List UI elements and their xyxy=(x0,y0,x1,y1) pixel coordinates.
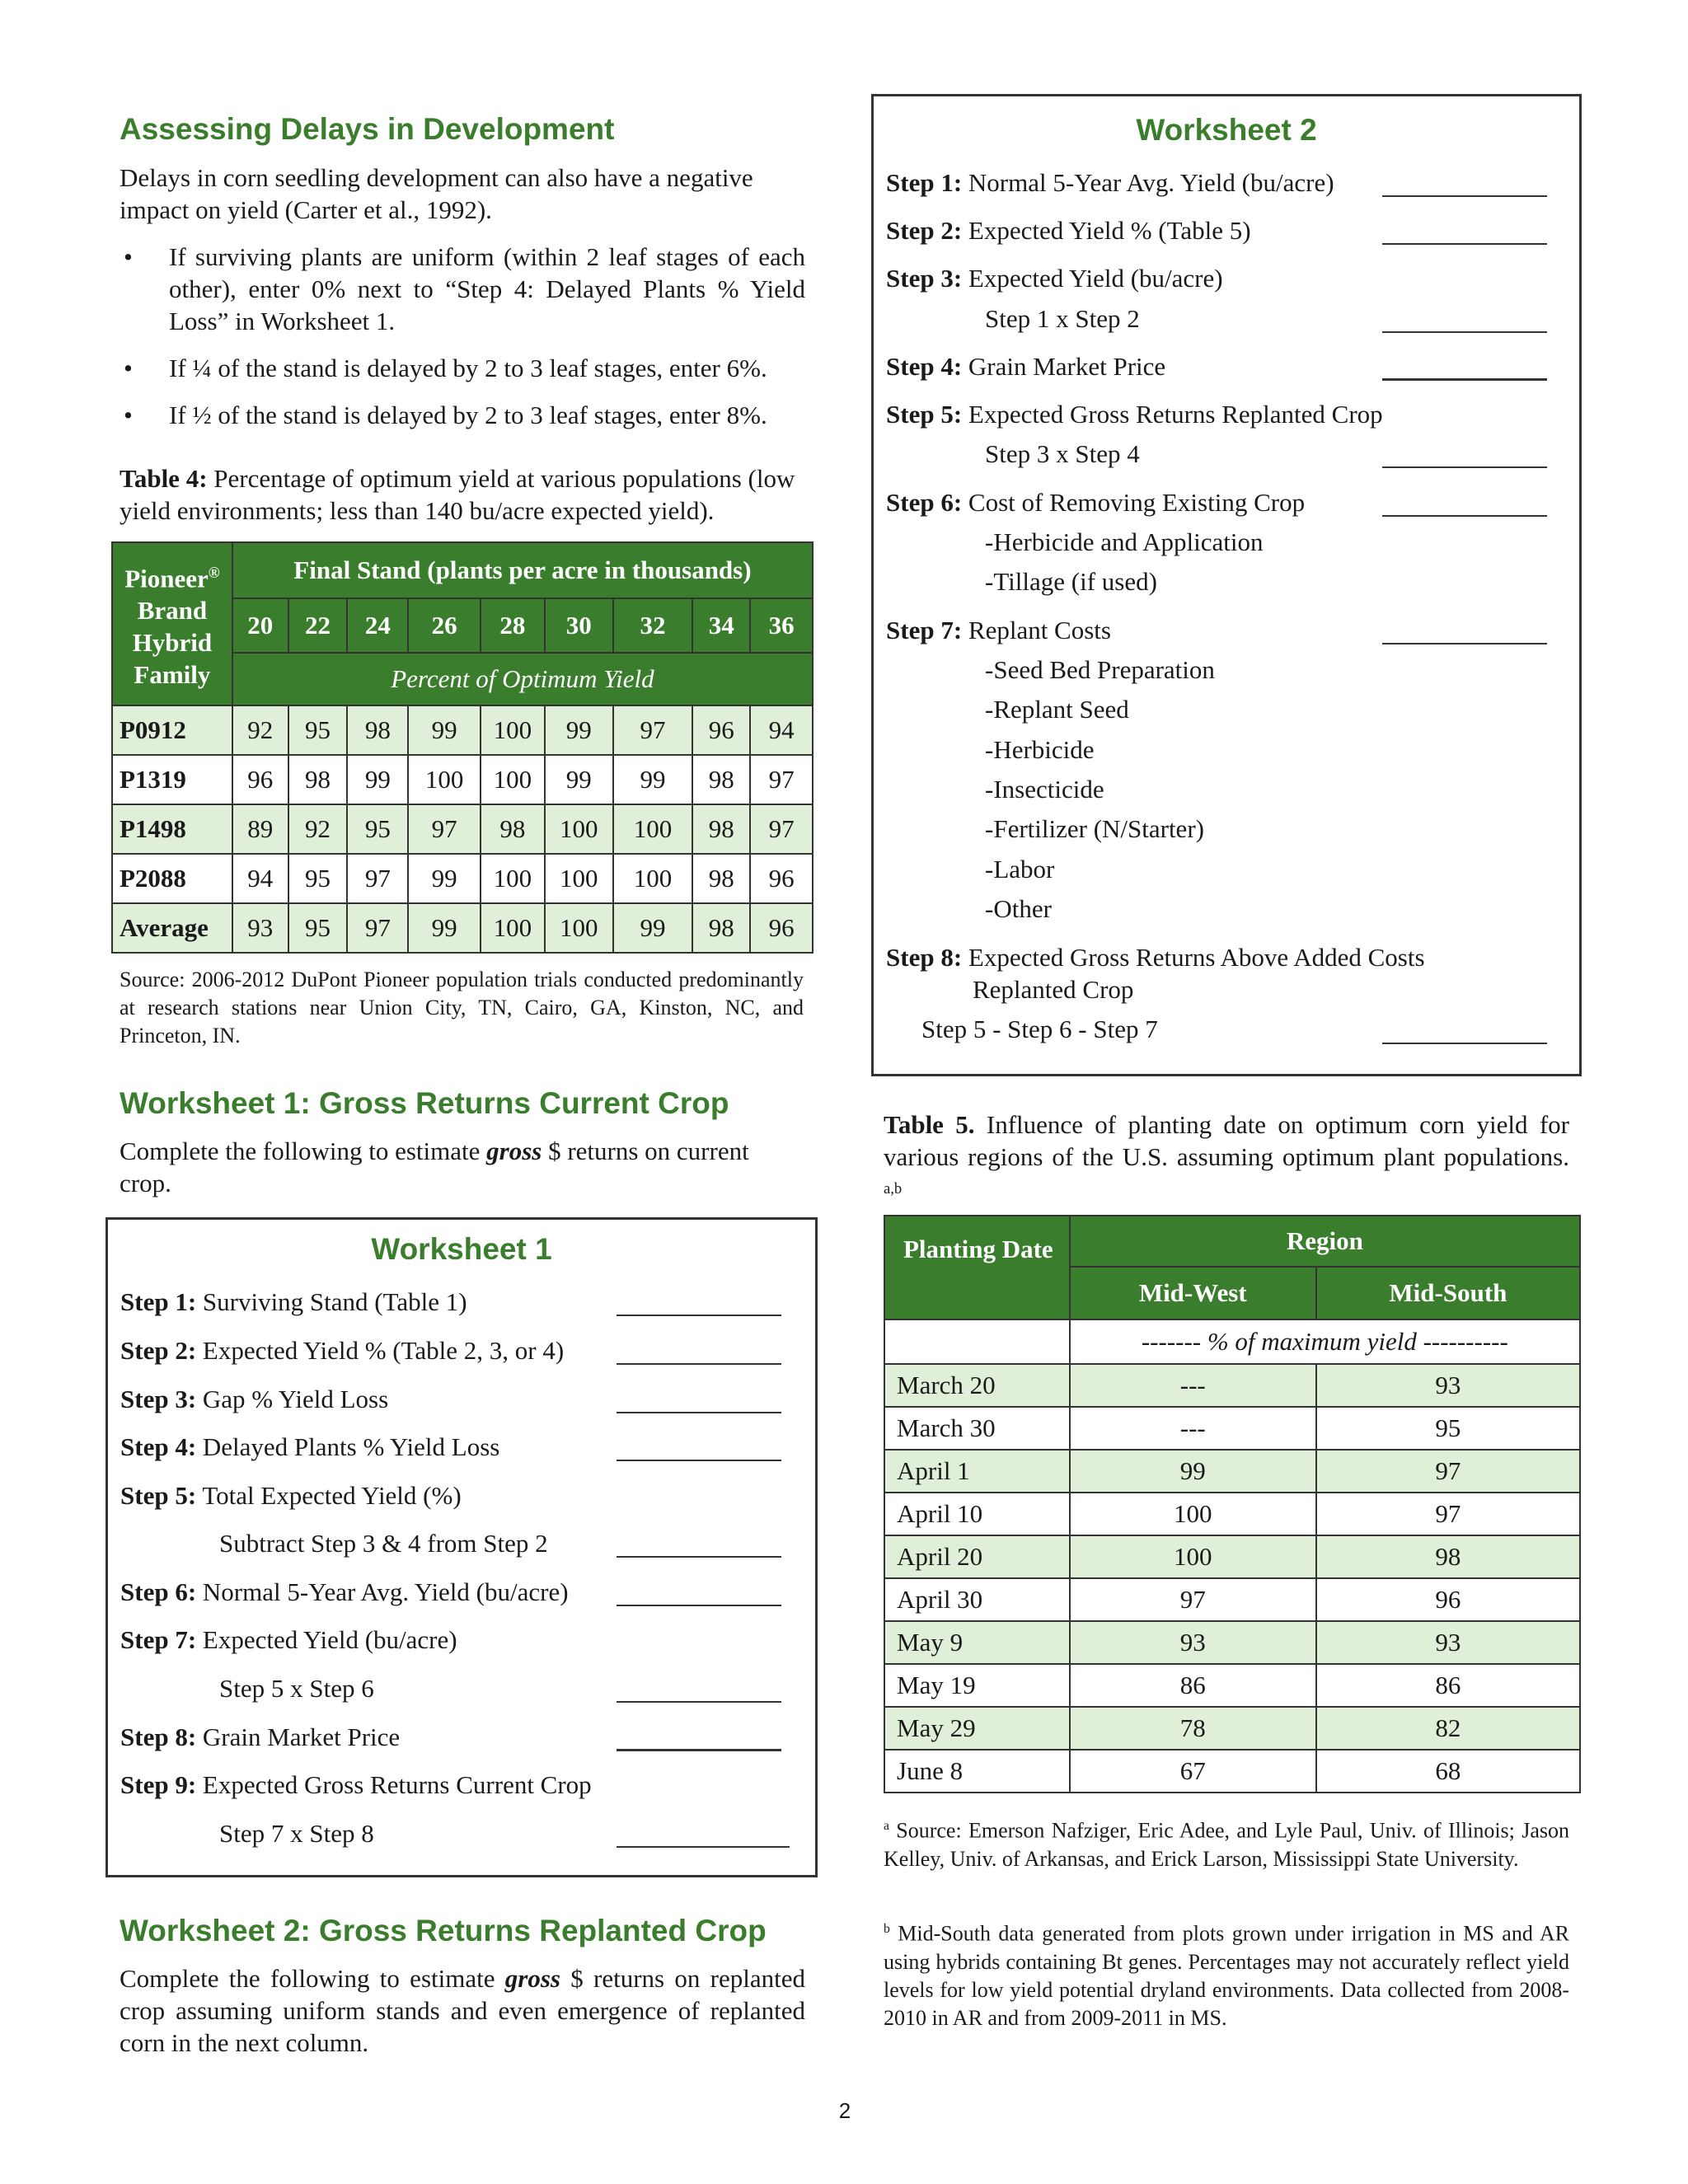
table4-cell: 93 xyxy=(232,903,288,953)
registered-mark: ® xyxy=(208,564,220,582)
table5-midsouth-value: 96 xyxy=(1316,1578,1580,1621)
table5-caption xyxy=(884,1108,1569,1210)
table4-cell: 95 xyxy=(288,903,348,953)
table4-cell: 96 xyxy=(750,854,813,903)
table4-hybrid-name: P2088 xyxy=(112,854,232,903)
table4-cell: 99 xyxy=(545,705,613,755)
ws1-step8-blank[interactable] xyxy=(617,1749,781,1751)
ws2-step7-item: -Seed Bed Preparation xyxy=(985,655,1215,684)
table4-cell: 99 xyxy=(545,755,613,804)
table4-cell: 100 xyxy=(545,804,613,854)
ws1-intro xyxy=(120,1135,805,1199)
table4-stand-header: Final Stand (plants per acre in thousands) xyxy=(232,542,813,598)
ws2-step7-item: -Replant Seed xyxy=(985,695,1129,724)
ws1-step3: Step 3: Gap % Yield Loss xyxy=(120,1385,389,1413)
table4-cell: 89 xyxy=(232,804,288,854)
ws1-step3-blank[interactable] xyxy=(617,1412,781,1413)
table4-cell: 97 xyxy=(613,705,693,755)
ws2-step6: Step 6: Cost of Removing Existing Crop xyxy=(886,488,1306,517)
ws2-step5: Step 5: Expected Gross Returns Replanted Crop xyxy=(886,400,1383,429)
table5-date: May 9 xyxy=(884,1621,1070,1664)
table4-body xyxy=(112,705,813,953)
ws1-step1: Step 1: Surviving Stand (Table 1) xyxy=(120,1287,467,1316)
ws2-step6-item: -Herbicide and Application xyxy=(985,527,1264,556)
table4-cell: 98 xyxy=(481,804,545,854)
table4-cell: 100 xyxy=(613,854,693,903)
table5-midsouth-value: 97 xyxy=(1316,1450,1580,1493)
table5-midsouth-value: 95 xyxy=(1316,1407,1580,1450)
ws1-step2: Step 2: Expected Yield % (Table 2, 3, or 4) xyxy=(120,1336,565,1365)
table5-midwest-value: 93 xyxy=(1070,1621,1316,1664)
table5-caption-label: Table 5. xyxy=(884,1110,975,1139)
table4-row xyxy=(112,705,813,755)
table5-row xyxy=(884,1364,1580,1407)
ws2-step3: Step 3: Expected Yield (bu/acre) xyxy=(886,264,1223,293)
table5-col-midsouth: Mid-South xyxy=(1316,1267,1580,1319)
ws1-step2-blank[interactable] xyxy=(617,1363,781,1365)
ws2-intro-text-a: Complete the following to estimate xyxy=(120,1964,505,1993)
table5-row xyxy=(884,1450,1580,1493)
ws2-step7-blank[interactable] xyxy=(1382,643,1547,644)
worksheet2-title: Worksheet 2 xyxy=(1136,113,1317,147)
table4-row xyxy=(112,755,813,804)
table4-cell: 97 xyxy=(408,804,481,854)
table4-cell: 100 xyxy=(481,903,545,953)
table5-midwest-value: 100 xyxy=(1070,1493,1316,1535)
table4-cell: 98 xyxy=(692,854,750,903)
ws2-step3-sub: Step 1 x Step 2 xyxy=(985,304,1140,333)
table4-cell: 99 xyxy=(613,903,693,953)
ws2-intro xyxy=(120,1962,805,2059)
table4-hybrid-name: P1498 xyxy=(112,804,232,854)
table4-source: Source: 2006-2012 DuPont Pioneer population trials conducted predominantly at research stations near Union City, TN, Cairo, GA, Kinston, NC, and Princeton, IN. xyxy=(120,968,804,1047)
table4-population-header: 32 xyxy=(613,598,693,653)
table4-row xyxy=(112,804,813,854)
table5-row xyxy=(884,1621,1580,1664)
table5-date: April 20 xyxy=(884,1535,1070,1578)
table4-row xyxy=(112,854,813,903)
ws1-intro-text-a: Complete the following to estimate xyxy=(120,1137,487,1165)
table4-cell: 100 xyxy=(545,854,613,903)
table5-row xyxy=(884,1535,1580,1578)
page-number: 2 xyxy=(838,2098,851,2123)
ws1-step5: Step 5: Total Expected Yield (%) xyxy=(120,1481,462,1510)
table5-planting-header: Planting Date xyxy=(884,1216,1070,1319)
ws2-step8-sub: Step 5 - Step 6 - Step 7 xyxy=(921,1015,1158,1043)
table4-population-header: 30 xyxy=(545,598,613,653)
ws1-intro-gross: gross xyxy=(486,1137,542,1165)
table4-population-header: 20 xyxy=(232,598,288,653)
table4-cell: 92 xyxy=(288,804,348,854)
table4-cell: 99 xyxy=(613,755,693,804)
table5-date: June 8 xyxy=(884,1750,1070,1793)
table5-date: March 20 xyxy=(884,1364,1070,1407)
bullet-item: • If ½ of the stand is delayed by 2 to 3 leaf stages, enter 8%. xyxy=(120,399,805,431)
worksheet2-box xyxy=(871,94,1582,1076)
table5-midwest-value: --- xyxy=(1070,1407,1316,1450)
table5-date: March 30 xyxy=(884,1407,1070,1450)
table4-cell: 94 xyxy=(232,854,288,903)
table4-cell: 94 xyxy=(750,705,813,755)
table4-cell: 98 xyxy=(347,705,408,755)
table5-midwest-value: 78 xyxy=(1070,1707,1316,1750)
table5-midsouth-value: 82 xyxy=(1316,1707,1580,1750)
table4-cell: 100 xyxy=(408,755,481,804)
ws2-step7-item: -Fertilizer (N/Starter) xyxy=(985,814,1204,843)
table5-caption-sup: a,b xyxy=(884,1180,903,1197)
ws2-intro-gross: gross xyxy=(504,1964,560,1993)
table5-row xyxy=(884,1750,1580,1793)
ws1-step7-blank[interactable] xyxy=(617,1701,781,1703)
ws2-step7-item: -Herbicide xyxy=(985,735,1095,764)
ws2-step7-item: -Other xyxy=(985,894,1052,923)
table4-hybrid-name: Average xyxy=(112,903,232,953)
table4-cell: 95 xyxy=(288,854,348,903)
note-b-mark: b xyxy=(884,1922,890,1936)
table5-body xyxy=(884,1364,1580,1793)
table4-cell: 95 xyxy=(288,705,348,755)
ws1-step9: Step 9: Expected Gross Returns Current Crop xyxy=(120,1770,592,1799)
table4-cell: 98 xyxy=(692,903,750,953)
table4-cell: 99 xyxy=(408,705,481,755)
ws2-intro-text-b: $ returns on replanted crop assuming uniform stands and even emergence of replanted corn in the next column. xyxy=(120,1964,805,2057)
table5-midsouth-value: 93 xyxy=(1316,1621,1580,1664)
ws1-heading: Worksheet 1: Gross Returns Current Crop xyxy=(120,1086,729,1120)
table4-cell: 97 xyxy=(750,804,813,854)
table5-midsouth-value: 97 xyxy=(1316,1493,1580,1535)
table5-midwest-value: 97 xyxy=(1070,1578,1316,1621)
ws1-step9-sub: Step 7 x Step 8 xyxy=(219,1819,374,1848)
table5-note-a xyxy=(884,1812,1569,1873)
note-a-text: Source: Emerson Nafziger, Eric Adee, and Lyle Paul, Univ. of Illinois; Jason Kelley, Univ. of Arkansas, and Erick Larson, Mississippi State University. xyxy=(884,1818,1569,1871)
ws2-step5-sub: Step 3 x Step 4 xyxy=(985,439,1140,468)
table4-population-header: 28 xyxy=(481,598,545,653)
table4-cell: 98 xyxy=(692,804,750,854)
table4-cell: 96 xyxy=(232,755,288,804)
ws2-step4: Step 4: Grain Market Price xyxy=(886,352,1166,381)
table5-date: April 10 xyxy=(884,1493,1070,1535)
table4-brand-header xyxy=(112,542,232,705)
brand-rest: Brand Hybrid Family xyxy=(132,596,213,690)
table4-cell: 95 xyxy=(347,804,408,854)
table5-blank-cell xyxy=(884,1319,1070,1364)
table5-midwest-value: 67 xyxy=(1070,1750,1316,1793)
table4-cell: 100 xyxy=(481,705,545,755)
ws2-step7-item: -Labor xyxy=(985,855,1055,883)
table4-cell: 100 xyxy=(481,755,545,804)
ws1-step8: Step 8: Grain Market Price xyxy=(120,1722,401,1751)
table5-midsouth-value: 98 xyxy=(1316,1535,1580,1578)
ws2-step8-line2: Replanted Crop xyxy=(973,975,1134,1004)
note-b-text: Mid-South data generated from plots grown under irrigation in MS and AR using hybrids containing Bt genes. Percentages may not accurately reflect yield levels for low yield potential dryland environments. Data collected from 2008-2010 in AR and from 2009-2011 in MS. xyxy=(884,1921,1569,2030)
table5 xyxy=(884,1215,1581,1793)
table5-midsouth-value: 93 xyxy=(1316,1364,1580,1407)
table4-cell: 96 xyxy=(750,903,813,953)
table4-row xyxy=(112,903,813,953)
table5-date: April 30 xyxy=(884,1578,1070,1621)
table4-population-header: 36 xyxy=(750,598,813,653)
ws2-step5-blank[interactable] xyxy=(1382,466,1547,468)
worksheet1-title: Worksheet 1 xyxy=(371,1232,552,1266)
table5-caption-text: Influence of planting date on optimum corn yield for various regions of the U.S. assuming optimum plant populations. xyxy=(884,1110,1569,1171)
table4-cell: 99 xyxy=(408,854,481,903)
table4-caption xyxy=(120,462,805,527)
table5-row xyxy=(884,1707,1580,1750)
note-a-mark: a xyxy=(884,1819,889,1833)
table4-hybrid-name: P1319 xyxy=(112,755,232,804)
ws2-step7-item: -Insecticide xyxy=(985,775,1104,804)
table4-population-header: 22 xyxy=(288,598,348,653)
table5-date: May 29 xyxy=(884,1707,1070,1750)
table5-midsouth-value: 86 xyxy=(1316,1664,1580,1707)
table4-population-header: 34 xyxy=(692,598,750,653)
table4-cell: 99 xyxy=(408,903,481,953)
table5-date: May 19 xyxy=(884,1664,1070,1707)
table5-row xyxy=(884,1664,1580,1707)
ws2-heading: Worksheet 2: Gross Returns Replanted Crop xyxy=(120,1914,767,1947)
table5-midwest-value: 100 xyxy=(1070,1535,1316,1578)
table4-cell: 100 xyxy=(545,903,613,953)
table5-note-b xyxy=(884,1915,1569,2032)
table5-midwest-value: 99 xyxy=(1070,1450,1316,1493)
table4 xyxy=(111,541,814,954)
table4-caption-text: Percentage of optimum yield at various populations (low yield environments; less than 140 bu/acre expected yield). xyxy=(120,464,795,525)
ws1-step9-blank[interactable] xyxy=(617,1846,790,1848)
ws1-step6-blank[interactable] xyxy=(617,1605,781,1606)
ws1-step5-blank[interactable] xyxy=(617,1556,781,1558)
ws2-step8: Step 8: Expected Gross Returns Above Added Costs xyxy=(886,943,1425,972)
table4-cell: 100 xyxy=(481,854,545,903)
table4-percent-header: Percent of Optimum Yield xyxy=(232,653,813,705)
table5-row xyxy=(884,1493,1580,1535)
table4-population-header: 24 xyxy=(347,598,408,653)
ws2-step1: Step 1: Normal 5-Year Avg. Yield (bu/acre) xyxy=(886,168,1334,197)
ws1-step7: Step 7: Expected Yield (bu/acre) xyxy=(120,1625,457,1654)
table5-midwest-value: 86 xyxy=(1070,1664,1316,1707)
brand-pioneer: Pioneer xyxy=(124,564,209,593)
table5-row xyxy=(884,1578,1580,1621)
ws1-intro-text-b: $ returns on current crop. xyxy=(120,1137,749,1197)
table4-cell: 98 xyxy=(692,755,750,804)
table4-caption-label: Table 4: xyxy=(120,464,208,493)
ws2-step2-blank[interactable] xyxy=(1382,243,1547,245)
table4-cell: 99 xyxy=(347,755,408,804)
table5-date: April 1 xyxy=(884,1450,1070,1493)
delays-intro: Delays in corn seedling development can also have a negative impact on yield (Carter et al., 1992). xyxy=(120,163,753,224)
delays-bullet-list xyxy=(120,241,805,431)
table5-midwest-value: --- xyxy=(1070,1364,1316,1407)
table4-cell: 97 xyxy=(750,755,813,804)
ws1-step4-blank[interactable] xyxy=(617,1460,781,1461)
table5-region-header: Region xyxy=(1070,1216,1580,1267)
table4-population-header: 26 xyxy=(408,598,481,653)
delays-heading: Assessing Delays in Development xyxy=(120,112,615,146)
table4-cell: 92 xyxy=(232,705,288,755)
table4-cell: 97 xyxy=(347,903,408,953)
ws2-step8-blank[interactable] xyxy=(1382,1043,1547,1044)
table4-hybrid-name: P0912 xyxy=(112,705,232,755)
table5-midsouth-value: 68 xyxy=(1316,1750,1580,1793)
ws2-step7: Step 7: Replant Costs xyxy=(886,616,1111,644)
table4-cell: 97 xyxy=(347,854,408,903)
table5-row xyxy=(884,1407,1580,1450)
ws2-step2: Step 2: Expected Yield % (Table 5) xyxy=(886,216,1251,245)
ws2-step1-blank[interactable] xyxy=(1382,195,1547,197)
bullet-item: • If surviving plants are uniform (within 2 leaf stages of each other), enter 0% next to “Step 4: Delayed Plants % Yield Loss” in Worksheet 1. xyxy=(120,241,805,337)
worksheet1-box xyxy=(106,1217,818,1877)
ws2-step3-blank[interactable] xyxy=(1382,331,1547,333)
ws1-step4: Step 4: Delayed Plants % Yield Loss xyxy=(120,1432,500,1461)
table5-percent-row: ------- % of maximum yield ---------- xyxy=(1070,1319,1580,1364)
ws1-step1-blank[interactable] xyxy=(617,1315,781,1316)
ws1-step5-sub: Subtract Step 3 & 4 from Step 2 xyxy=(219,1529,548,1558)
ws2-step6-item: -Tillage (if used) xyxy=(985,567,1157,596)
ws2-step4-blank[interactable] xyxy=(1382,378,1547,381)
table4-cell: 100 xyxy=(613,804,693,854)
table4-cell: 98 xyxy=(288,755,348,804)
ws2-step6-blank[interactable] xyxy=(1382,515,1547,517)
table5-col-midwest: Mid-West xyxy=(1070,1267,1316,1319)
table4-cell: 96 xyxy=(692,705,750,755)
ws1-step7-sub: Step 5 x Step 6 xyxy=(219,1674,374,1703)
bullet-item: • If ¼ of the stand is delayed by 2 to 3 leaf stages, enter 6%. xyxy=(120,352,805,384)
ws1-step6: Step 6: Normal 5-Year Avg. Yield (bu/acre) xyxy=(120,1577,569,1606)
